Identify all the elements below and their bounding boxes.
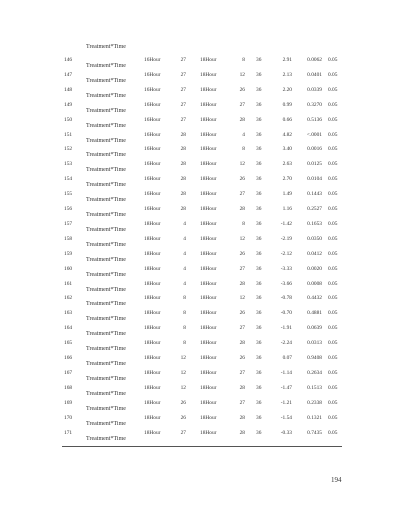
df-cell: 36: [256, 235, 262, 242]
effect-cell: Treatment*Time: [86, 256, 126, 263]
df-cell: 36: [256, 280, 262, 287]
estimate-cell: 2.91: [282, 57, 292, 63]
table-row: [0, 355, 400, 370]
level1-cell: 18Hour: [144, 265, 161, 272]
df-cell: 36: [256, 399, 262, 406]
row-number: 151: [64, 131, 73, 138]
level2-cell: 18Hour: [200, 414, 217, 421]
df-cell: 36: [256, 295, 262, 302]
level2-cell: 18Hour: [200, 220, 217, 227]
effect-cell: Treatment*Time: [86, 226, 126, 233]
value1-cell: 8: [183, 310, 186, 317]
value2-cell: 26: [239, 176, 245, 183]
df-cell: 36: [256, 414, 262, 421]
value2-cell: 27: [239, 325, 245, 332]
effect-cell: Treatment*Time: [86, 107, 126, 114]
level2-cell: 18Hour: [200, 310, 217, 317]
effect-cell: Treatment*Time: [86, 375, 126, 382]
value2-cell: 8: [242, 220, 245, 227]
row-number: 152: [64, 146, 73, 153]
value1-cell: 27: [180, 71, 186, 78]
p-value-cell: 0.3270: [307, 101, 322, 108]
row-number: 168: [64, 384, 73, 391]
alpha-cell: 0.05: [328, 429, 338, 436]
row-number: 165: [64, 340, 73, 347]
p-value-cell: 0.0639: [307, 325, 322, 332]
effect-cell: Treatment*Time: [86, 212, 126, 218]
p-value-cell: 0.0313: [307, 340, 322, 347]
level1-cell: 18Hour: [144, 280, 161, 287]
p-value-cell: 0.0412: [307, 250, 322, 257]
value2-cell: 8: [242, 57, 245, 63]
level1-cell: 16Hour: [144, 116, 161, 123]
value2-cell: 12: [239, 161, 245, 168]
table-row: [0, 57, 400, 72]
alpha-cell: 0.05: [328, 116, 338, 123]
row-number: 166: [64, 355, 73, 361]
df-cell: 36: [256, 265, 262, 272]
page-number: 194: [331, 476, 342, 484]
row-number: 155: [64, 191, 73, 198]
value2-cell: 27: [239, 399, 245, 406]
row-number: 153: [64, 161, 73, 168]
alpha-cell: 0.05: [328, 250, 338, 257]
alpha-cell: 0.05: [328, 399, 338, 406]
level2-cell: 18Hour: [200, 131, 217, 138]
effect-cell: Treatment*Time: [86, 77, 126, 84]
p-value-cell: 0.0339: [307, 86, 322, 93]
alpha-cell: 0.05: [328, 295, 338, 302]
value1-cell: 12: [180, 355, 186, 361]
p-value-cell: 0.0125: [307, 161, 322, 168]
estimate-cell: -1.21: [280, 399, 292, 406]
value1-cell: 4: [183, 250, 186, 257]
alpha-cell: 0.05: [328, 161, 338, 168]
row-number: 147: [64, 71, 73, 78]
p-value-cell: 0.0020: [307, 265, 322, 272]
value2-cell: 28: [239, 280, 245, 287]
value1-cell: 27: [180, 116, 186, 123]
table-row: [0, 132, 400, 147]
p-value-cell: 0.1513: [307, 384, 322, 391]
estimate-cell: 2.70: [282, 176, 292, 183]
df-cell: 36: [256, 310, 262, 317]
alpha-cell: 0.05: [328, 86, 338, 93]
df-cell: 36: [256, 101, 262, 108]
effect-cell: Treatment*Time: [86, 346, 126, 353]
df-cell: 36: [256, 220, 262, 227]
alpha-cell: 0.05: [328, 414, 338, 421]
table-row: [0, 385, 400, 400]
effect-cell: Treatment*Time: [86, 361, 126, 367]
estimate-cell: -2.12: [280, 250, 292, 257]
row-number: 149: [64, 101, 73, 108]
value1-cell: 28: [180, 146, 186, 153]
value1-cell: 4: [183, 235, 186, 242]
table-row: [0, 87, 400, 102]
df-cell: 36: [256, 161, 262, 168]
row-number: 171: [64, 429, 73, 436]
p-value-cell: 0.2527: [307, 206, 322, 212]
value1-cell: 12: [180, 369, 186, 376]
level2-cell: 18Hour: [200, 146, 217, 153]
alpha-cell: 0.05: [328, 355, 338, 361]
table-row: [0, 370, 400, 385]
table-row: [0, 266, 400, 281]
value1-cell: 8: [183, 295, 186, 302]
level2-cell: 18Hour: [200, 265, 217, 272]
table-row: [0, 102, 400, 117]
value2-cell: 28: [239, 340, 245, 347]
df-cell: 36: [256, 250, 262, 257]
value2-cell: 28: [239, 116, 245, 123]
level2-cell: 18Hour: [200, 176, 217, 183]
p-value-cell: 0.1443: [307, 191, 322, 198]
estimate-cell: 2.63: [282, 161, 292, 168]
level1-cell: 16Hour: [144, 101, 161, 108]
level1-cell: 16Hour: [144, 191, 161, 198]
value2-cell: 28: [239, 206, 245, 212]
level2-cell: 18Hour: [200, 384, 217, 391]
value1-cell: 8: [183, 340, 186, 347]
df-cell: 36: [256, 86, 262, 93]
effect-cell: Treatment*Time: [86, 331, 126, 338]
level2-cell: 18Hour: [200, 101, 217, 108]
df-cell: 36: [256, 429, 262, 436]
level2-cell: 18Hour: [200, 206, 217, 212]
row-number: 164: [64, 325, 73, 332]
table-row: [0, 161, 400, 176]
effect-cell: Treatment*Time: [86, 152, 126, 159]
p-value-cell: 0.4432: [307, 295, 322, 302]
level1-cell: 16Hour: [144, 86, 161, 93]
row-number: 163: [64, 310, 73, 317]
row-number: 156: [64, 206, 73, 212]
alpha-cell: 0.05: [328, 206, 338, 212]
level1-cell: 18Hour: [144, 429, 161, 436]
table-row: [0, 236, 400, 251]
estimate-cell: -3.33: [280, 265, 292, 272]
value2-cell: 12: [239, 235, 245, 242]
row-number: 161: [64, 280, 73, 287]
effect-cell: Treatment*Time: [86, 286, 126, 293]
table-bottom-rule: [62, 446, 342, 447]
value2-cell: 27: [239, 369, 245, 376]
alpha-cell: 0.05: [328, 57, 338, 63]
level2-cell: 18Hour: [200, 161, 217, 168]
row-number: 150: [64, 116, 73, 123]
value2-cell: 27: [239, 191, 245, 198]
table-row: [0, 221, 400, 236]
effect-cell: Treatment*Time: [86, 435, 126, 442]
level1-cell: 18Hour: [144, 384, 161, 391]
estimate-cell: -1.47: [280, 384, 292, 391]
value2-cell: 28: [239, 384, 245, 391]
value1-cell: 26: [180, 414, 186, 421]
p-value-cell: <.0001: [306, 131, 322, 138]
value1-cell: 27: [180, 57, 186, 63]
level1-cell: 16Hour: [144, 146, 161, 153]
table-row: [0, 400, 400, 415]
level1-cell: 18Hour: [144, 355, 161, 361]
df-cell: 36: [256, 340, 262, 347]
df-cell: 36: [256, 325, 262, 332]
level2-cell: 18Hour: [200, 191, 217, 198]
table-row: [0, 310, 400, 325]
df-cell: 36: [256, 116, 262, 123]
df-cell: 36: [256, 131, 262, 138]
value1-cell: 28: [180, 206, 186, 212]
effect-cell: Treatment*Time: [86, 63, 126, 69]
alpha-cell: 0.05: [328, 310, 338, 317]
value2-cell: 26: [239, 310, 245, 317]
value2-cell: 12: [239, 295, 245, 302]
estimate-cell: 3.40: [282, 146, 292, 153]
alpha-cell: 0.05: [328, 101, 338, 108]
value1-cell: 12: [180, 384, 186, 391]
value2-cell: 27: [239, 265, 245, 272]
level1-cell: 16Hour: [144, 57, 161, 63]
value2-cell: 28: [239, 414, 245, 421]
p-value-cell: 0.0008: [307, 280, 322, 287]
estimate-cell: -1.91: [280, 325, 292, 332]
estimate-cell: 1.16: [282, 206, 292, 212]
effect-cell: Treatment*Time: [86, 182, 126, 189]
estimate-cell: 0.66: [282, 116, 292, 123]
alpha-cell: 0.05: [328, 280, 338, 287]
p-value-cell: 0.0350: [307, 235, 322, 242]
table-row: [0, 295, 400, 310]
effect-cell: Treatment*Time: [86, 197, 126, 204]
level2-cell: 18Hour: [200, 86, 217, 93]
level2-cell: 18Hour: [200, 280, 217, 287]
level2-cell: 18Hour: [200, 71, 217, 78]
row-number: 154: [64, 176, 73, 183]
p-value-cell: 0.1653: [307, 220, 322, 227]
level2-cell: 18Hour: [200, 325, 217, 332]
level1-cell: 16Hour: [144, 131, 161, 138]
level1-cell: 18Hour: [144, 325, 161, 332]
value2-cell: 26: [239, 355, 245, 361]
value1-cell: 28: [180, 131, 186, 138]
effect-cell: Treatment*Time: [86, 92, 126, 99]
row-number: 158: [64, 235, 73, 242]
df-cell: 36: [256, 57, 262, 63]
value1-cell: 28: [180, 191, 186, 198]
estimate-cell: -2.24: [280, 340, 292, 347]
table-row: [0, 430, 400, 445]
level2-cell: 18Hour: [200, 429, 217, 436]
df-cell: 36: [256, 369, 262, 376]
row-number: 162: [64, 295, 73, 302]
estimate-cell: -1.42: [280, 220, 292, 227]
alpha-cell: 0.05: [328, 71, 338, 78]
level2-cell: 18Hour: [200, 295, 217, 302]
df-cell: 36: [256, 146, 262, 153]
effect-cell: Treatment*Time: [86, 390, 126, 397]
value1-cell: 27: [180, 86, 186, 93]
level1-cell: 16Hour: [144, 161, 161, 168]
table-row: [0, 415, 400, 430]
row-number: 148: [64, 86, 73, 93]
level2-cell: 18Hour: [200, 355, 217, 361]
p-value-cell: 0.2634: [307, 369, 322, 376]
row-number: 170: [64, 414, 73, 421]
level1-cell: 16Hour: [144, 71, 161, 78]
row-number: 167: [64, 369, 73, 376]
alpha-cell: 0.05: [328, 340, 338, 347]
level1-cell: 16Hour: [144, 206, 161, 212]
effect-cell: Treatment*Time: [86, 405, 126, 412]
value2-cell: 28: [239, 429, 245, 436]
alpha-cell: 0.05: [328, 384, 338, 391]
top-effect-label: Treatment*Time: [86, 44, 126, 50]
alpha-cell: 0.05: [328, 369, 338, 376]
value1-cell: 28: [180, 176, 186, 183]
level2-cell: 18Hour: [200, 250, 217, 257]
p-value-cell: 0.0401: [307, 71, 322, 78]
alpha-cell: 0.05: [328, 235, 338, 242]
estimate-cell: 0.07: [282, 355, 292, 361]
alpha-cell: 0.05: [328, 146, 338, 153]
estimate-cell: -0.78: [280, 295, 292, 302]
level1-cell: 18Hour: [144, 310, 161, 317]
effect-cell: Treatment*Time: [86, 301, 126, 308]
value2-cell: 12: [239, 71, 245, 78]
table-row: [0, 325, 400, 340]
estimate-cell: -3.66: [280, 280, 292, 287]
effect-cell: Treatment*Time: [86, 241, 126, 248]
df-cell: 36: [256, 191, 262, 198]
p-value-cell: 0.5136: [307, 116, 322, 123]
df-cell: 36: [256, 355, 262, 361]
level2-cell: 18Hour: [200, 57, 217, 63]
value2-cell: 26: [239, 250, 245, 257]
estimate-cell: 2.13: [282, 71, 292, 78]
effect-cell: Treatment*Time: [86, 167, 126, 174]
effect-cell: Treatment*Time: [86, 271, 126, 278]
value1-cell: 8: [183, 325, 186, 332]
p-value-cell: 0.0062: [307, 57, 322, 63]
level1-cell: 18Hour: [144, 369, 161, 376]
estimate-cell: 4.82: [282, 131, 292, 138]
df-cell: 36: [256, 71, 262, 78]
effect-cell: Treatment*Time: [86, 122, 126, 129]
p-value-cell: 0.9408: [307, 355, 322, 361]
level2-cell: 18Hour: [200, 340, 217, 347]
alpha-cell: 0.05: [328, 220, 338, 227]
p-value-cell: 0.1321: [307, 414, 322, 421]
estimate-cell: 1.49: [282, 191, 292, 198]
table-row: [0, 176, 400, 191]
df-cell: 36: [256, 206, 262, 212]
value1-cell: 27: [180, 101, 186, 108]
level1-cell: 18Hour: [144, 399, 161, 406]
alpha-cell: 0.05: [328, 131, 338, 138]
estimate-cell: -2.19: [280, 235, 292, 242]
level1-cell: 18Hour: [144, 340, 161, 347]
level1-cell: 18Hour: [144, 414, 161, 421]
effect-cell: Treatment*Time: [86, 316, 126, 323]
level2-cell: 18Hour: [200, 399, 217, 406]
value1-cell: 4: [183, 265, 186, 272]
estimate-cell: -0.70: [280, 310, 292, 317]
level2-cell: 18Hour: [200, 116, 217, 123]
value1-cell: 26: [180, 399, 186, 406]
level1-cell: 18Hour: [144, 235, 161, 242]
p-value-cell: 0.0016: [307, 146, 322, 153]
table-row: [0, 72, 400, 87]
estimate-cell: -1.14: [280, 369, 292, 376]
alpha-cell: 0.05: [328, 176, 338, 183]
table-row: [0, 191, 400, 206]
level2-cell: 18Hour: [200, 369, 217, 376]
value2-cell: 4: [242, 131, 245, 138]
row-number: 146: [64, 57, 73, 63]
value1-cell: 27: [180, 429, 186, 436]
level1-cell: 18Hour: [144, 250, 161, 257]
estimate-cell: -1.54: [280, 414, 292, 421]
value1-cell: 4: [183, 220, 186, 227]
table-row: [0, 117, 400, 132]
estimate-cell: -0.33: [280, 429, 292, 436]
level2-cell: 18Hour: [200, 235, 217, 242]
table-row: [0, 146, 400, 161]
row-number: 159: [64, 250, 73, 257]
alpha-cell: 0.05: [328, 265, 338, 272]
df-cell: 36: [256, 384, 262, 391]
table-row: [0, 251, 400, 266]
level1-cell: 16Hour: [144, 176, 161, 183]
alpha-cell: 0.05: [328, 325, 338, 332]
p-value-cell: 0.4881: [307, 310, 322, 317]
estimate-cell: 0.99: [282, 101, 292, 108]
value1-cell: 28: [180, 161, 186, 168]
effect-cell: Treatment*Time: [86, 137, 126, 144]
value2-cell: 26: [239, 86, 245, 93]
table-row: [0, 340, 400, 355]
value2-cell: 27: [239, 101, 245, 108]
p-value-cell: 0.2338: [307, 399, 322, 406]
table-row: [0, 206, 400, 221]
alpha-cell: 0.05: [328, 191, 338, 198]
table-row: [0, 281, 400, 296]
level1-cell: 18Hour: [144, 220, 161, 227]
row-number: 169: [64, 399, 73, 406]
row-number: 157: [64, 220, 73, 227]
value2-cell: 8: [242, 146, 245, 153]
level1-cell: 18Hour: [144, 295, 161, 302]
estimate-cell: 2.20: [282, 86, 292, 93]
row-number: 160: [64, 265, 73, 272]
value1-cell: 4: [183, 280, 186, 287]
effect-cell: Treatment*Time: [86, 420, 126, 427]
p-value-cell: 0.7435: [307, 429, 322, 436]
p-value-cell: 0.0104: [307, 176, 322, 183]
df-cell: 36: [256, 176, 262, 183]
